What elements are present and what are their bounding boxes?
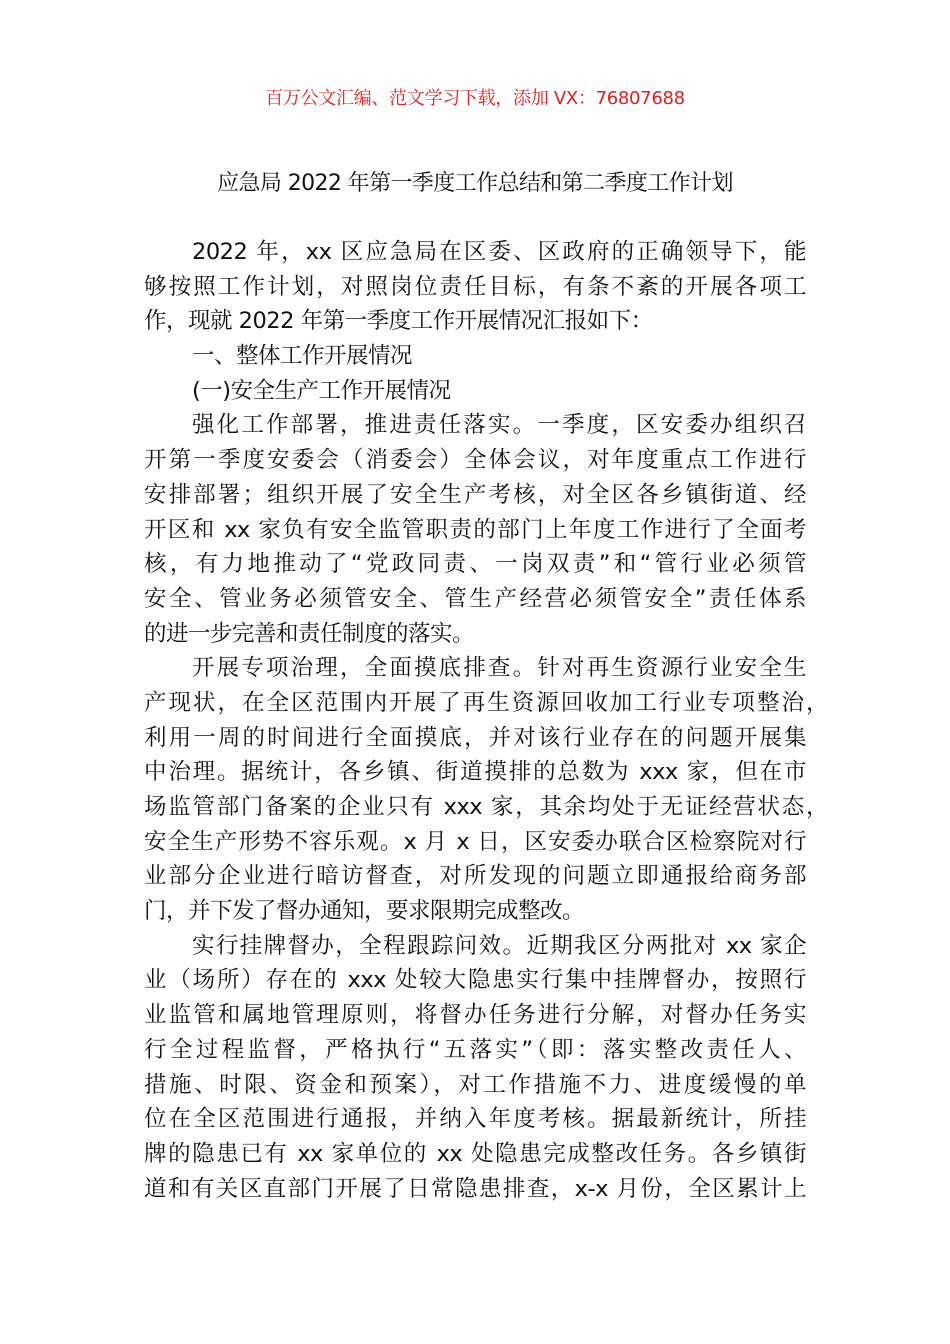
watermark-banner: 百万公文汇编、范文学习下载，添加 VX：76807688 [265,88,685,109]
text-line: 核，有力地推动了“党政同责、一岗双责”和“管行业必须管 [144,551,806,578]
document-body [144,235,828,1206]
text-line: 作，现就 2022 年第一季度工作开展情况汇报如下： [144,308,653,335]
text-line: 安全、管业务必须管安全、管生产经营必须管安全”责任体系 [144,585,806,612]
text-line: 的进一步完善和责任制度的落实。 [144,620,475,647]
text-line: 产现状，在全区范围内开展了再生资源回收加工行业专项整治， [144,689,828,716]
text-line: 位在全区范围进行通报，并纳入年度考核。据最新统计，所挂 [144,1106,806,1133]
paragraph [144,235,806,339]
text-line: 开第一季度安委会（消委会）全体会议，对年度重点工作进行 [144,447,806,474]
paragraph [144,339,806,374]
text-line: 牌的隐患已有 xx 家单位的 xx 处隐患完成整改任务。各乡镇街 [144,1140,806,1167]
text-line: 业监管和属地管理原则，将督办任务进行分解，对督办任务实 [144,1002,806,1029]
text-line: (一)安全生产工作开展情况 [192,377,451,404]
text-line: 2022 年，xx 区应急局在区委、区政府的正确领导下，能 [192,239,806,265]
text-line: 强化工作部署，推进责任落实。一季度，区安委办组织召 [192,412,806,439]
document-title: 应急局 2022 年第一季度工作总结和第二季度工作计划 [217,171,733,196]
text-line: 道和有关区直部门开展了日常隐患排查，x-x 月份，全区累计上 [144,1175,806,1202]
paragraph [144,651,828,929]
text-line: 行全过程监督，严格执行“五落实”（即：落实整改责任人、 [144,1036,806,1063]
paragraph [144,374,806,409]
text-line: 安全生产形势不容乐观。x 月 x 日，区安委办联合区检察院对行 [144,828,806,855]
paragraph [144,408,806,651]
text-line: 业（场所）存在的 xxx 处较大隐患实行集中挂牌督办，按照行 [144,967,806,994]
text-line: 开展专项治理，全面摸底排查。针对再生资源行业安全生 [192,655,806,682]
text-line: 场监管部门备案的企业只有 xxx 家，其余均处于无证经营状态， [144,794,828,820]
text-line: 中治理。据统计，各乡镇、街道摸排的总数为 xxx 家，但在市 [144,759,806,786]
paragraph [144,929,806,1207]
text-line: 一、整体工作开展情况 [192,343,413,370]
text-line: 实行挂牌督办，全程跟踪问效。近期我区分两批对 xx 家企 [192,932,806,959]
text-line: 门，并下发了督办通知，要求限期完成整改。 [144,898,585,925]
text-line: 措施、时限、资金和预案），对工作措施不力、进度缓慢的单 [144,1071,806,1098]
text-line: 利用一周的时间进行全面摸底，并对该行业存在的问题开展集 [144,724,806,751]
text-line: 开区和 xx 家负有安全监管职责的部门上年度工作进行了全面考 [144,516,806,543]
text-line: 安排部署；组织开展了安全生产考核，对全区各乡镇街道、经 [144,481,806,508]
text-line: 业部分企业进行暗访督查，对所发现的问题立即通报给商务部 [144,863,806,890]
text-line: 够按照工作计划，对照岗位责任目标，有条不紊的开展各项工 [144,273,806,300]
